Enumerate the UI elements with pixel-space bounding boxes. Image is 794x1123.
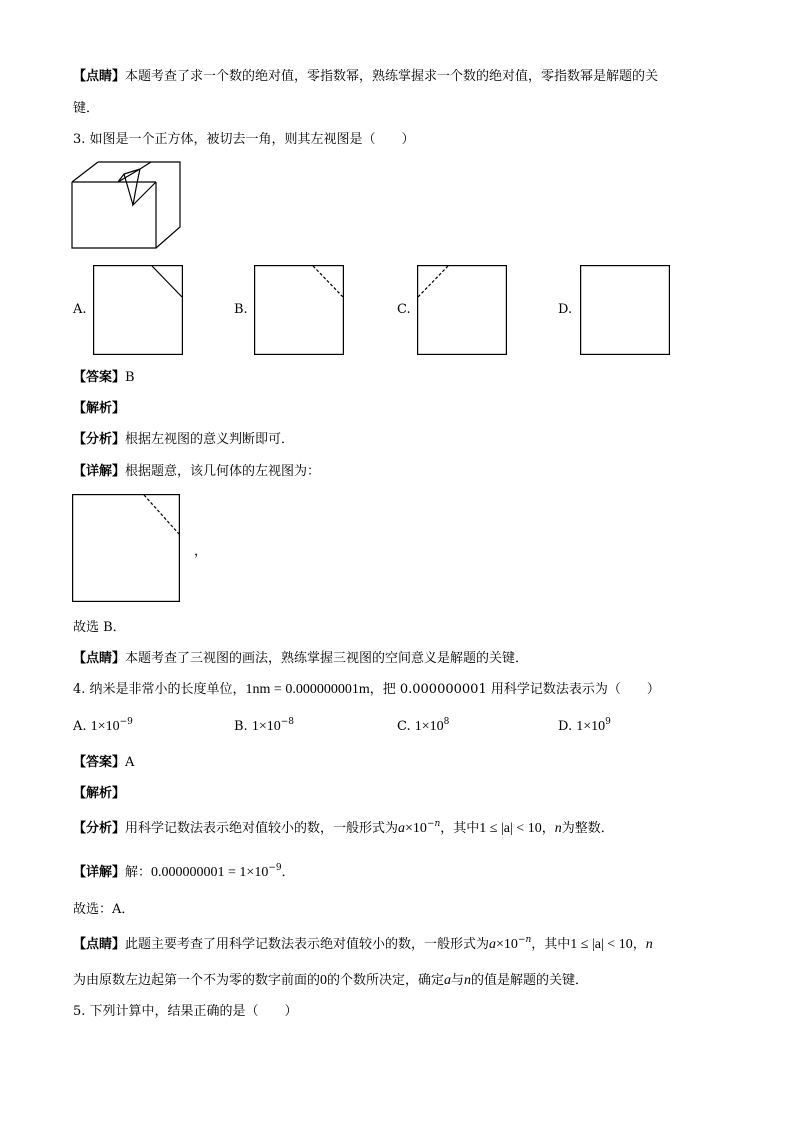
q4-fenxi-tag: 【分析】 [73, 821, 126, 836]
q4-dianjing-line2-a: a [444, 973, 452, 988]
q4-option-c-base: 1×10 [414, 719, 444, 734]
q3-option-a-figure [93, 265, 183, 355]
q4-fenxi [73, 820, 614, 838]
q4-dianjing-line2-post: 的值是解题的关键． [471, 973, 589, 988]
q4-dianjing-line2-pre: 为由原数左边起第一个不为零的数字前面的 [73, 973, 321, 988]
q3-answer-value: B [125, 370, 135, 385]
cube-front-face [72, 182, 156, 248]
q3-dianjing-text: 本题考查了三视图的画法，熟练掌握三视图的空间意义是解题的关键． [125, 651, 529, 666]
q4-option-b-base: 1×10 [251, 719, 281, 734]
q4-xiangjie [73, 864, 295, 882]
q4-xiangjie-pre: 解： [125, 865, 152, 880]
q3-option-a-label: A. [73, 302, 87, 317]
q2-dianjing-line1 [73, 68, 658, 86]
q4-answer-value: A [125, 755, 135, 770]
q3-option-b-figure [254, 265, 344, 355]
q4-xiangjie-post: ． [281, 865, 295, 880]
q3-fenxi-tag: 【分析】 [73, 432, 126, 447]
q4-option-d [558, 718, 611, 736]
q3-stem: 3. 如图是一个正方体，被切去一角，则其左视图是（ ） [73, 132, 415, 147]
q5-stem: 5. 下列计算中，结果正确的是（ ） [73, 1004, 298, 1019]
q4-dianjing-line2 [73, 972, 588, 990]
q3-choice: 故选 B． [73, 620, 126, 635]
q4-dianjing-base: ×10 [496, 937, 518, 952]
q3-option-b-label: B. [234, 302, 248, 317]
q4-dianjing-line2-n: n [464, 973, 472, 988]
q3-option-c-dashed-line [418, 266, 448, 297]
q3-option-c-label: C. [397, 302, 411, 317]
q3-option-d-label: D. [558, 302, 573, 317]
q4-dianjing-line1 [73, 936, 653, 954]
q4-dianjing-n: n [645, 937, 653, 952]
q4-xiangjie-exp: −9 [268, 863, 282, 873]
q3-detail-figure [72, 494, 180, 602]
q4-fenxi-mid: ，其中 [440, 821, 480, 836]
q4-option-b-label: B. [234, 719, 248, 734]
q3-detail-dashed-line [144, 495, 179, 534]
q4-option-c-label: C. [397, 719, 411, 734]
q4-fenxi-post: 为整数． [561, 821, 614, 836]
q3-dianjing-tag: 【点睛】 [73, 651, 126, 666]
q4-fenxi-base: ×10 [405, 821, 427, 836]
q4-option-c [397, 718, 449, 736]
q4-xiangjie-tag: 【详解】 [73, 865, 126, 880]
q4-dianjing-line2-mid: 的个数所决定，确定 [327, 973, 445, 988]
q4-option-d-label: D. [558, 719, 573, 734]
q4-option-a-base: 1×10 [90, 719, 120, 734]
cube-top-edge-left [72, 162, 98, 182]
cube-cut-edge-2 [124, 174, 133, 205]
q4-option-a-exp: −9 [119, 717, 133, 727]
q3-option-b-dashed-line [313, 266, 343, 297]
q3-answer-tag: 【答案】 [73, 370, 126, 385]
q4-option-d-base: 1×10 [576, 719, 606, 734]
q4-dianjing-sep: ， [632, 937, 646, 952]
q2-dianjing-tag: 【点睛】 [73, 69, 126, 84]
q3-dianjing [73, 650, 528, 668]
q4-fenxi-pre: 用科学记数法表示绝对值较小的数，一般形式为 [125, 821, 399, 836]
q4-stem-pre: 4. 纳米是非常小的长度单位， [73, 682, 246, 697]
q3-answer [73, 369, 135, 387]
q3-detail-comma: ， [194, 544, 208, 559]
q4-dianjing-mid: ，其中 [531, 937, 571, 952]
q4-option-c-exp: 8 [443, 717, 450, 727]
q4-dianjing-exp: −n [517, 935, 532, 945]
q4-option-a-label: A. [73, 719, 87, 734]
q3-jiexi: 【解析】 [73, 401, 126, 416]
q3-option-c-figure [417, 265, 507, 355]
q4-fenxi-range: 1 ≤ |a| < 10 [479, 821, 542, 836]
q4-answer [73, 754, 134, 772]
q3-xiangjie-text: 根据题意，该几何体的左视图为： [125, 464, 321, 479]
q4-option-b-exp: −8 [280, 717, 295, 727]
q4-choice: 故选：A． [73, 902, 135, 917]
q4-answer-tag: 【答案】 [73, 755, 126, 770]
q4-option-a [73, 718, 133, 736]
q3-xiangjie-tag: 【详解】 [73, 464, 126, 479]
q2-dianjing-text: 本题考查了求一个数的绝对值，零指数幂，熟练掌握求一个数的绝对值，零指数幂是解题的关 [125, 69, 659, 84]
q4-dianjing-zero: 0 [320, 973, 328, 988]
q3-option-d-figure [580, 265, 670, 355]
q4-fenxi-n: n [554, 821, 562, 836]
q4-stem-eq: 1nm = 0.000000001m [245, 682, 370, 697]
q4-stem [73, 681, 660, 699]
q3-option-a-solid-line [152, 266, 182, 297]
cube-figure [71, 161, 183, 251]
q4-option-b [234, 718, 294, 736]
q4-option-d-exp: 9 [605, 717, 611, 727]
q4-dianjing-a: a [489, 937, 497, 952]
q4-dianjing-tag: 【点睛】 [73, 937, 126, 952]
q4-jiexi: 【解析】 [73, 786, 126, 801]
q4-dianjing-range: 1 ≤ |a| < 10 [570, 937, 633, 952]
q4-fenxi-exp: −n [426, 819, 441, 829]
q4-fenxi-sep: ， [541, 821, 555, 836]
q3-fenxi [73, 431, 294, 449]
q3-fenxi-text: 根据左视图的意义判断即可． [125, 432, 295, 447]
q4-fenxi-a: a [398, 821, 406, 836]
q2-dianjing-line2: 键． [73, 101, 100, 116]
q4-dianjing-and: 与 [451, 973, 465, 988]
q4-xiangjie-eq: 0.000000001 = 1×10 [151, 865, 269, 880]
q4-dianjing-pre: 此题主要考查了用科学记数法表示绝对值较小的数，一般形式为 [125, 937, 490, 952]
q4-stem-mid: ，把 0.000000001 用科学记数法表示为（ ） [369, 682, 660, 697]
q3-xiangjie [73, 463, 320, 481]
